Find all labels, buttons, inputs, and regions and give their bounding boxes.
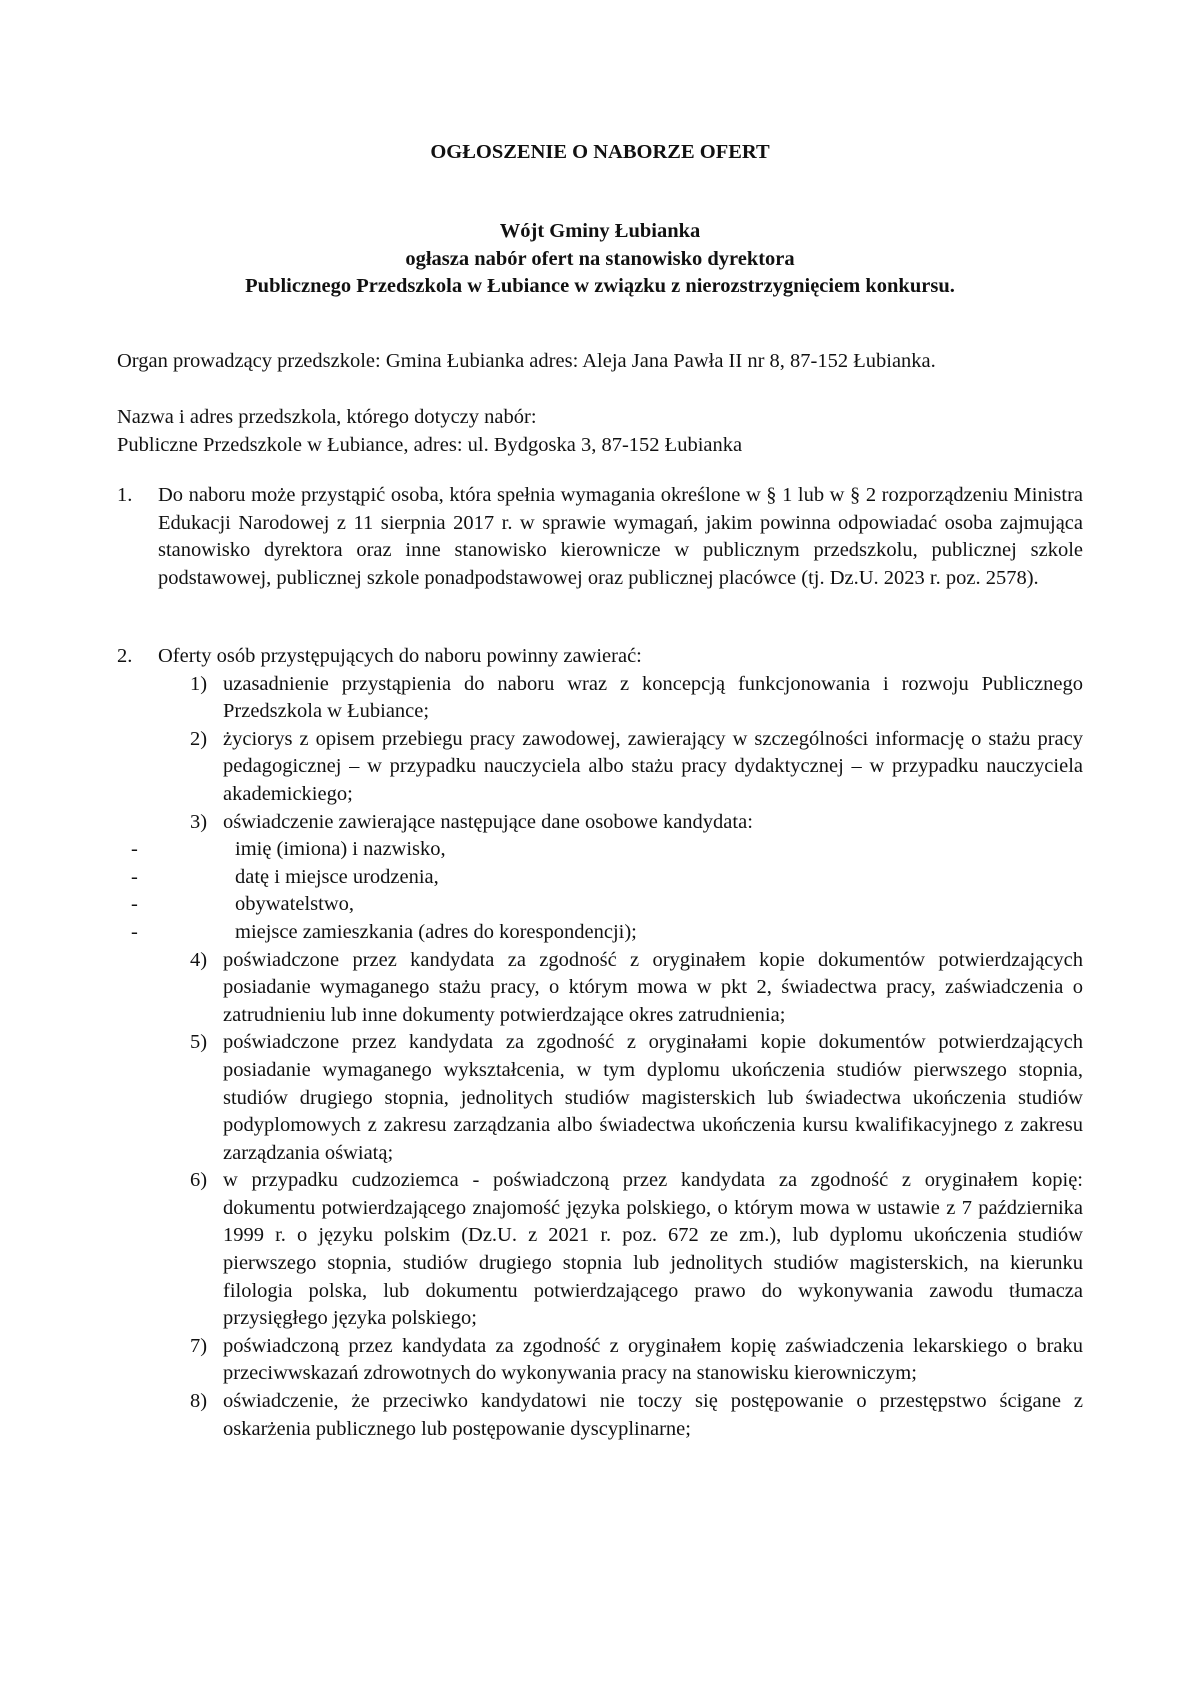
organ-paragraph: Organ prowadzący przedszkole: Gmina Łubianka adres: Aleja Jana Pawła II nr 8, 87-152 Łubianka.	[117, 350, 936, 372]
header-line-2: ogłasza nabór ofert na stanowisko dyrektora	[405, 247, 795, 270]
list-item	[190, 809, 1083, 837]
section-text: Oferty osób przystępujących do naboru powinny zawierać:	[158, 645, 642, 667]
dash-item-text: miejsce zamieszkania (adres do korespondencji);	[235, 920, 637, 943]
dash-item	[117, 919, 1083, 947]
document-title: OGŁOSZENIE O NABORZE OFERT	[430, 141, 770, 163]
dash-item	[117, 891, 1083, 919]
list-item-text: oświadczenie zawierające następujące dane osobowe kandydata:	[223, 810, 753, 833]
section-text: Do naboru może przystąpić osoba, która spełnia wymagania określone w § 1 lub w § 2 rozporządzeniu Ministra Edukacji Narodowej z 11 sierpnia 2017 r. w sprawie wymagań, jakim powinna odpowiadać osoba zajmująca stanowisko dyrektora oraz inne stanowisko kierownicze w publicznym przedszkolu, publicznej szkole podstawowej, publicznej szkole ponadpodstawowej oraz publicznej placówce (tj. Dz.U. 2023 r. poz. 2578).	[158, 484, 1083, 589]
list-item	[190, 671, 1083, 726]
header-line-1: Wójt Gminy Łubianka	[499, 220, 701, 242]
list-item-number: 3)	[190, 810, 208, 833]
list-item	[190, 947, 1083, 1030]
dash-mark: -	[131, 838, 138, 861]
dash-item	[117, 864, 1083, 892]
list-item-number: 7)	[190, 1334, 208, 1357]
list-item-text: uzasadnienie przystąpienia do naboru wraz z koncepcją funkcjonowania i rozwoju Publicznego Przedszkola w Łubiance;	[223, 672, 1083, 723]
announcement-header	[117, 218, 1083, 301]
list-item-number: 5)	[190, 1031, 208, 1054]
dash-mark: -	[131, 865, 138, 888]
list-item-text: w przypadku cudzoziemca - poświadczoną przez kandydata za zgodność z oryginałem kopię: dokumentu potwierdzającego znajomość języka polskiego, o którym mowa w ustawie z 7 października 1999 r. o języku polskim (Dz.U. z 2021 r. poz. 672 ze zm.), lub dyplomu ukończenia studiów pierwszego stopnia, studiów drugiego stopnia lub jednolitych studiów magisterskich, na kierunku filologia polska, lub dokumentu potwierdzającego prawo do wykonywania zawodu tłumacza przysięgłego języka polskiego;	[223, 1169, 1083, 1330]
section-1	[117, 482, 1083, 592]
dash-mark: -	[131, 893, 138, 916]
list-item-text: poświadczone przez kandydata za zgodność z oryginałem kopie dokumentów potwierdzających posiadanie wymaganego stażu pracy, o którym mowa w pkt 2, świadectwa pracy, zaświadczenia o zatrudnieniu lub inne dokumenty potwierdzające okres zatrudnienia;	[223, 948, 1083, 1026]
list-item	[190, 1388, 1083, 1443]
list-item-number: 8)	[190, 1390, 208, 1413]
list-item	[190, 726, 1083, 809]
list-item-number: 6)	[190, 1169, 208, 1192]
school-paragraph	[117, 404, 1083, 459]
requirements-list	[131, 671, 1083, 1444]
list-item	[190, 1333, 1083, 1388]
dash-mark: -	[131, 920, 138, 943]
section-2	[117, 643, 1083, 1443]
list-item-text: życiorys z opisem przebiegu pracy zawodowej, zawierający w szczególności informację o stażu pracy pedagogicznej – w przypadku nauczyciela albo stażu pracy dydaktycznej – w przypadku nauczyciela akademickiego;	[223, 727, 1083, 805]
list-item-number: 4)	[190, 948, 208, 971]
section-number: 2.	[117, 645, 133, 667]
dash-item-text: datę i miejsce urodzenia,	[235, 865, 439, 888]
list-item-number: 2)	[190, 727, 208, 750]
school-line-1: Nazwa i adres przedszkola, którego dotyczy nabór:	[117, 406, 537, 428]
list-item-text: poświadczone przez kandydata za zgodność z oryginałami kopie dokumentów potwierdzających posiadanie wymaganego wykształcenia, w tym dyplomu ukończenia studiów pierwszego stopnia, studiów drugiego stopnia, jednolitych studiów magisterskich lub świadectwa ukończenia studiów podyplomowych z zakresu zarządzania albo świadectwa ukończenia kursu kwalifikacyjnego z zakresu zarządzania oświatą;	[223, 1031, 1083, 1164]
dash-item-text: imię (imiona) i nazwisko,	[235, 838, 446, 861]
list-item	[190, 1167, 1083, 1333]
header-line-3: Publicznego Przedszkola w Łubiance w związku z nierozstrzygnięciem konkursu.	[245, 275, 955, 298]
dash-item	[117, 836, 1083, 864]
school-line-2: Publiczne Przedszkole w Łubiance, adres: ul. Bydgoska 3, 87-152 Łubianka	[117, 433, 743, 456]
dash-item-text: obywatelstwo,	[235, 893, 354, 916]
list-item-number: 1)	[190, 672, 208, 695]
section-number: 1.	[117, 484, 133, 506]
list-item	[190, 1029, 1083, 1167]
list-item-text: oświadczenie, że przeciwko kandydatowi nie toczy się postępowanie o przestępstwo ścigane z oskarżenia publicznego lub postępowanie dyscyplinarne;	[223, 1390, 1083, 1440]
list-item-text: poświadczoną przez kandydata za zgodność z oryginałem kopię zaświadczenia lekarskiego o braku przeciwwskazań zdrowotnych do wykonywania pracy na stanowisku kierowniczym;	[223, 1334, 1083, 1385]
